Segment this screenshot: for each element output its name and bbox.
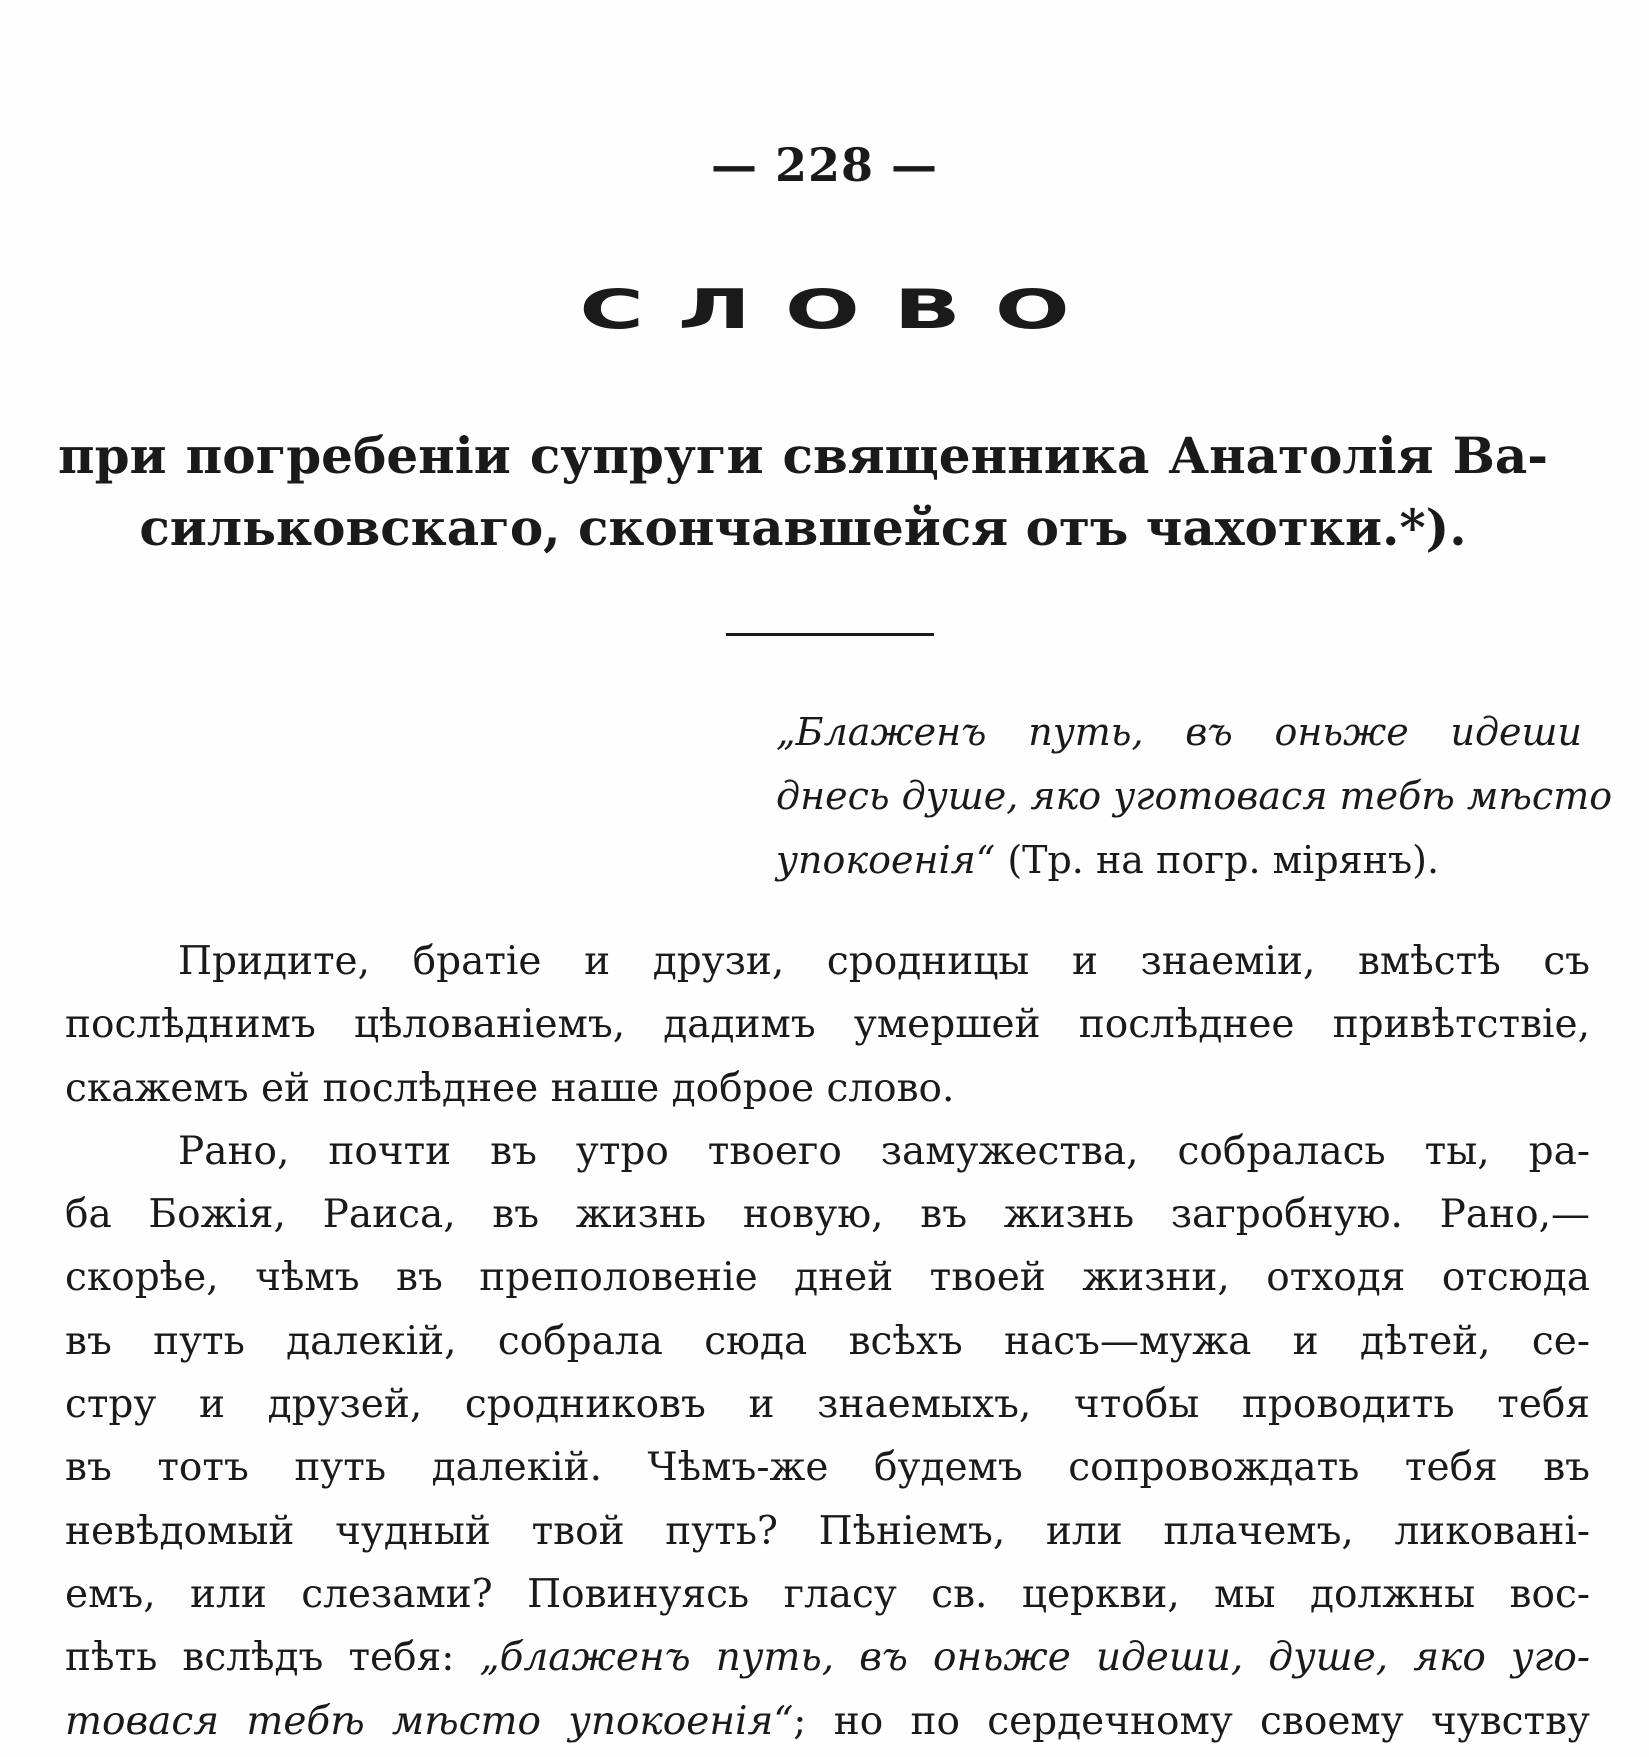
text-line bbox=[65, 1690, 1590, 1753]
text-line: въ путь далекiй, собрала сюда всѣхъ насъ—мужа и дѣтей, се- bbox=[65, 1318, 1590, 1364]
text-line: Придите, братiе и друзи, сродницы и знаемiи, вмѣстѣ съ bbox=[178, 939, 1590, 984]
text-line: въ тотъ путь далекiй. Чѣмъ-же будемъ сопровождать тебя въ bbox=[65, 1445, 1590, 1491]
text-line: скорѣе, чѣмъ въ преполовенiе дней твоей жизни, отходя отсюда bbox=[65, 1255, 1590, 1301]
subtitle-line: при погребенiи супруги священника Анатолiя Ва- bbox=[58, 426, 1548, 485]
page-title: СЛОВО bbox=[579, 277, 1104, 341]
epigraph-source: (Тр. на погр. мiрянъ). bbox=[995, 838, 1440, 882]
text-line: невѣдомый чудный твой путь? Пѣнiемъ, или плачемъ, ликованi- bbox=[65, 1508, 1590, 1554]
epigraph-italic-text: упокоенiя“ bbox=[776, 838, 996, 882]
epigraph-italic-text: „Блаженъ путь, въ оньже идеши bbox=[776, 710, 1582, 754]
epigraph-line bbox=[776, 700, 1582, 764]
text-line: послѣднимъ цѣлованiемъ, дадимъ умершей послѣднее привѣтствiе, bbox=[65, 1002, 1590, 1048]
subtitle-line: сильковскаго, скончавшейся отъ чахотки.*). bbox=[139, 498, 1467, 557]
quoted-italic-text: товася тебѣ мѣсто упокоенiя“ bbox=[65, 1698, 794, 1744]
epigraph-line bbox=[776, 764, 1613, 828]
text-line: Рано, почти въ утро твоего замужества, собралась ты, ра- bbox=[178, 1128, 1590, 1174]
text-segment: ; но по сердечному своему чувству bbox=[793, 1698, 1590, 1744]
text-line: ба Божiя, Раиса, въ жизнь новую, въ жизнь загробную. Рано,— bbox=[65, 1192, 1590, 1238]
epigraph-line bbox=[776, 828, 1582, 892]
text-segment: пѣть вслѣдъ тебя: bbox=[65, 1635, 480, 1681]
page-number: — 228 — bbox=[710, 138, 939, 192]
text-line bbox=[65, 1626, 1590, 1689]
text-line: емъ, или слезами? Повинуясь гласу св. церкви, мы должны вос- bbox=[65, 1571, 1590, 1617]
text-line: стру и друзей, сродниковъ и знаемыхъ, чтобы проводить тебя bbox=[65, 1382, 1590, 1428]
quoted-italic-text: „блаженъ путь, въ оньже идеши, душе, яко уго- bbox=[479, 1635, 1590, 1681]
divider-rule bbox=[726, 633, 934, 636]
subtitle bbox=[58, 420, 1548, 564]
text-line: скажемъ ей послѣднее наше доброе слово. bbox=[65, 1065, 955, 1111]
epigraph bbox=[776, 700, 1613, 892]
epigraph-italic-text: днесь душе, яко уготовася тебѣ мѣсто bbox=[776, 774, 1613, 818]
body-text bbox=[65, 930, 1590, 1753]
